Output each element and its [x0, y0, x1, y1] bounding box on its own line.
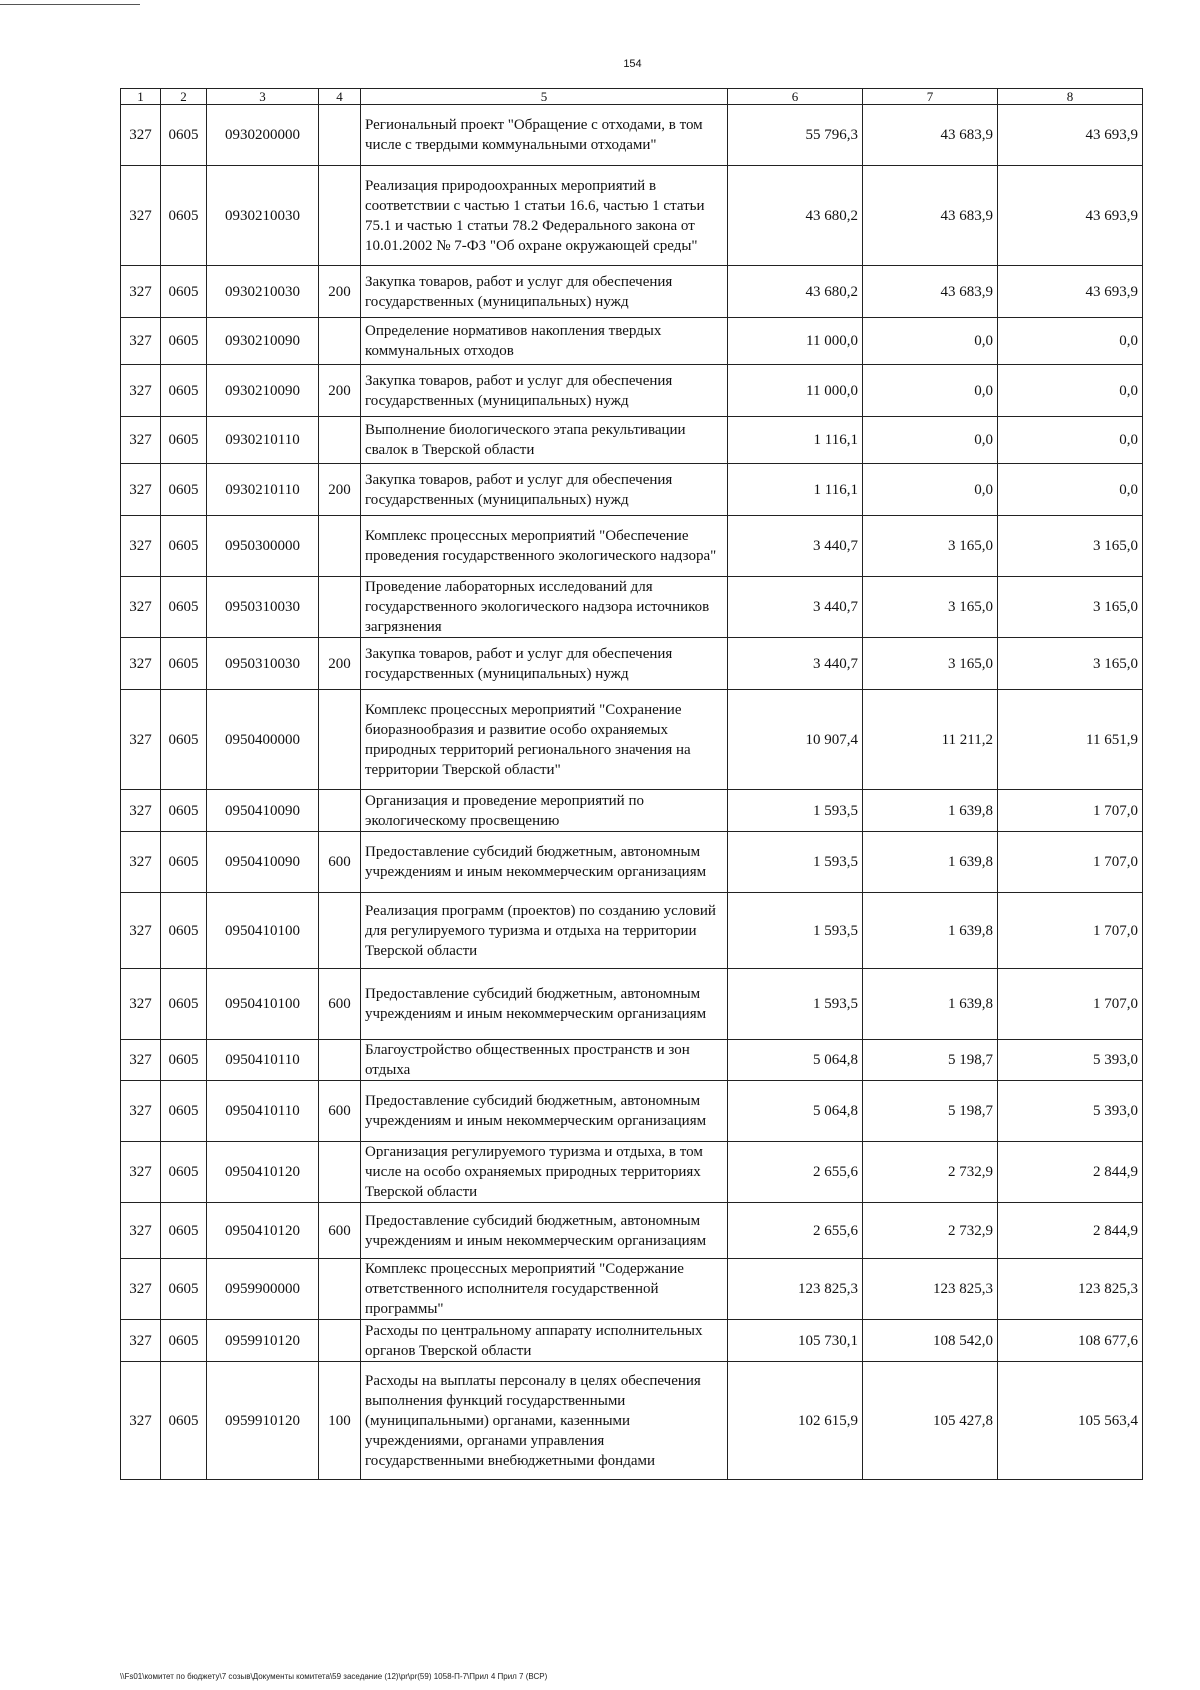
- amount-col7-cell: 3 165,0: [863, 577, 998, 638]
- target-article-cell: 0950410110: [207, 1081, 319, 1142]
- description-cell: Комплекс процессных мероприятий "Обеспечение проведения государственного экологического надзора": [361, 516, 728, 577]
- target-article-cell: 0930210030: [207, 266, 319, 318]
- admin-code-cell: 327: [121, 893, 161, 969]
- admin-code-cell: 327: [121, 832, 161, 893]
- target-article-cell: 0930210110: [207, 464, 319, 516]
- description-cell: Предоставление субсидий бюджетным, автономным учреждениям и иным некоммерческим организациям: [361, 832, 728, 893]
- amount-col6-cell: 1 116,1: [728, 464, 863, 516]
- expense-type-cell: [319, 1259, 361, 1320]
- column-header: 5: [361, 89, 728, 105]
- section-code-cell: 0605: [161, 1203, 207, 1259]
- target-article-cell: 0930210030: [207, 166, 319, 266]
- column-number-row: [121, 89, 1143, 105]
- section-code-cell: 0605: [161, 832, 207, 893]
- section-code-cell: 0605: [161, 790, 207, 832]
- target-article-cell: 0950410090: [207, 790, 319, 832]
- target-article-cell: 0950410100: [207, 969, 319, 1040]
- amount-col6-cell: 5 064,8: [728, 1081, 863, 1142]
- amount-col6-cell: 3 440,7: [728, 516, 863, 577]
- table-row: [121, 690, 1143, 790]
- table-row: [121, 1203, 1143, 1259]
- amount-col8-cell: 43 693,9: [998, 105, 1143, 166]
- section-code-cell: 0605: [161, 1142, 207, 1203]
- amount-col7-cell: 5 198,7: [863, 1040, 998, 1081]
- target-article-cell: 0950310030: [207, 638, 319, 690]
- expense-type-cell: 200: [319, 365, 361, 417]
- amount-col8-cell: 0,0: [998, 318, 1143, 365]
- amount-col8-cell: 2 844,9: [998, 1203, 1143, 1259]
- expense-type-cell: [319, 1040, 361, 1081]
- amount-col8-cell: 0,0: [998, 417, 1143, 464]
- description-cell: Реализация программ (проектов) по созданию условий для регулируемого туризма и отдыха на территории Тверской области: [361, 893, 728, 969]
- amount-col8-cell: 1 707,0: [998, 969, 1143, 1040]
- section-code-cell: 0605: [161, 105, 207, 166]
- amount-col6-cell: 102 615,9: [728, 1362, 863, 1480]
- target-article-cell: 0930210090: [207, 365, 319, 417]
- column-header: 1: [121, 89, 161, 105]
- section-code-cell: 0605: [161, 516, 207, 577]
- admin-code-cell: 327: [121, 417, 161, 464]
- amount-col6-cell: 10 907,4: [728, 690, 863, 790]
- amount-col8-cell: 11 651,9: [998, 690, 1143, 790]
- amount-col7-cell: 11 211,2: [863, 690, 998, 790]
- page-number: 154: [623, 58, 642, 70]
- amount-col6-cell: 5 064,8: [728, 1040, 863, 1081]
- table-row: [121, 638, 1143, 690]
- amount-col8-cell: 1 707,0: [998, 893, 1143, 969]
- table-row: [121, 464, 1143, 516]
- amount-col6-cell: 43 680,2: [728, 166, 863, 266]
- section-code-cell: 0605: [161, 464, 207, 516]
- amount-col8-cell: 3 165,0: [998, 577, 1143, 638]
- table-row: [121, 893, 1143, 969]
- admin-code-cell: 327: [121, 318, 161, 365]
- amount-col6-cell: 1 593,5: [728, 790, 863, 832]
- table-row: [121, 790, 1143, 832]
- amount-col7-cell: 1 639,8: [863, 969, 998, 1040]
- section-code-cell: 0605: [161, 1259, 207, 1320]
- description-cell: Расходы по центральному аппарату исполнительных органов Тверской области: [361, 1320, 728, 1362]
- amount-col7-cell: 1 639,8: [863, 832, 998, 893]
- expense-type-cell: 200: [319, 464, 361, 516]
- expense-type-cell: [319, 690, 361, 790]
- table-row: [121, 832, 1143, 893]
- amount-col6-cell: 55 796,3: [728, 105, 863, 166]
- amount-col7-cell: 0,0: [863, 417, 998, 464]
- section-code-cell: 0605: [161, 690, 207, 790]
- amount-col7-cell: 0,0: [863, 365, 998, 417]
- expense-type-cell: [319, 318, 361, 365]
- section-code-cell: 0605: [161, 893, 207, 969]
- amount-col7-cell: 1 639,8: [863, 893, 998, 969]
- admin-code-cell: 327: [121, 790, 161, 832]
- admin-code-cell: 327: [121, 166, 161, 266]
- amount-col8-cell: 1 707,0: [998, 790, 1143, 832]
- section-code-cell: 0605: [161, 577, 207, 638]
- target-article-cell: 0959910120: [207, 1362, 319, 1480]
- table-row: [121, 577, 1143, 638]
- target-article-cell: 0950410120: [207, 1203, 319, 1259]
- description-cell: Расходы на выплаты персоналу в целях обеспечения выполнения функций государственными (муниципальными) органами, казенными учреждениями, органами управления государственными внебюджетными фондами: [361, 1362, 728, 1480]
- admin-code-cell: 327: [121, 1081, 161, 1142]
- amount-col8-cell: 0,0: [998, 464, 1143, 516]
- column-header: 8: [998, 89, 1143, 105]
- amount-col7-cell: 43 683,9: [863, 266, 998, 318]
- description-cell: Проведение лабораторных исследований для государственного экологического надзора источников загрязнения: [361, 577, 728, 638]
- amount-col6-cell: 43 680,2: [728, 266, 863, 318]
- amount-col7-cell: 2 732,9: [863, 1203, 998, 1259]
- description-cell: Выполнение биологического этапа рекультивации свалок в Тверской области: [361, 417, 728, 464]
- amount-col6-cell: 1 116,1: [728, 417, 863, 464]
- table-row: [121, 105, 1143, 166]
- section-code-cell: 0605: [161, 318, 207, 365]
- amount-col8-cell: 123 825,3: [998, 1259, 1143, 1320]
- section-code-cell: 0605: [161, 166, 207, 266]
- table-row: [121, 1142, 1143, 1203]
- description-cell: Определение нормативов накопления твердых коммунальных отходов: [361, 318, 728, 365]
- target-article-cell: 0930210090: [207, 318, 319, 365]
- description-cell: Организация и проведение мероприятий по экологическому просвещению: [361, 790, 728, 832]
- table-row: [121, 365, 1143, 417]
- amount-col6-cell: 123 825,3: [728, 1259, 863, 1320]
- column-header: 3: [207, 89, 319, 105]
- description-cell: Региональный проект "Обращение с отходами, в том числе с твердыми коммунальными отходами": [361, 105, 728, 166]
- admin-code-cell: 327: [121, 1320, 161, 1362]
- table-row: [121, 516, 1143, 577]
- amount-col7-cell: 0,0: [863, 318, 998, 365]
- amount-col6-cell: 2 655,6: [728, 1142, 863, 1203]
- admin-code-cell: 327: [121, 638, 161, 690]
- admin-code-cell: 327: [121, 1259, 161, 1320]
- table-row: [121, 1040, 1143, 1081]
- admin-code-cell: 327: [121, 690, 161, 790]
- table-row: [121, 1259, 1143, 1320]
- budget-table: [120, 88, 1143, 1480]
- admin-code-cell: 327: [121, 1203, 161, 1259]
- amount-col8-cell: 1 707,0: [998, 832, 1143, 893]
- amount-col7-cell: 108 542,0: [863, 1320, 998, 1362]
- admin-code-cell: 327: [121, 516, 161, 577]
- amount-col8-cell: 105 563,4: [998, 1362, 1143, 1480]
- amount-col8-cell: 108 677,6: [998, 1320, 1143, 1362]
- section-code-cell: 0605: [161, 638, 207, 690]
- expense-type-cell: 600: [319, 832, 361, 893]
- amount-col6-cell: 11 000,0: [728, 365, 863, 417]
- section-code-cell: 0605: [161, 1081, 207, 1142]
- table-body: [121, 105, 1143, 1480]
- admin-code-cell: 327: [121, 1142, 161, 1203]
- admin-code-cell: 327: [121, 464, 161, 516]
- amount-col7-cell: 43 683,9: [863, 166, 998, 266]
- column-header: 2: [161, 89, 207, 105]
- amount-col7-cell: 43 683,9: [863, 105, 998, 166]
- table-row: [121, 417, 1143, 464]
- table-row: [121, 969, 1143, 1040]
- amount-col8-cell: 43 693,9: [998, 266, 1143, 318]
- table-row: [121, 1081, 1143, 1142]
- amount-col7-cell: 1 639,8: [863, 790, 998, 832]
- amount-col8-cell: 2 844,9: [998, 1142, 1143, 1203]
- section-code-cell: 0605: [161, 1320, 207, 1362]
- description-cell: Закупка товаров, работ и услуг для обеспечения государственных (муниципальных) нужд: [361, 266, 728, 318]
- amount-col8-cell: 43 693,9: [998, 166, 1143, 266]
- amount-col7-cell: 123 825,3: [863, 1259, 998, 1320]
- column-header: 4: [319, 89, 361, 105]
- column-header: 6: [728, 89, 863, 105]
- amount-col6-cell: 1 593,5: [728, 832, 863, 893]
- top-rule: [0, 4, 140, 5]
- target-article-cell: 0950310030: [207, 577, 319, 638]
- description-cell: Комплекс процессных мероприятий "Содержание ответственного исполнителя государственной программы": [361, 1259, 728, 1320]
- table-row: [121, 1320, 1143, 1362]
- admin-code-cell: 327: [121, 1362, 161, 1480]
- expense-type-cell: 100: [319, 1362, 361, 1480]
- amount-col6-cell: 3 440,7: [728, 577, 863, 638]
- section-code-cell: 0605: [161, 969, 207, 1040]
- expense-type-cell: 600: [319, 1081, 361, 1142]
- section-code-cell: 0605: [161, 365, 207, 417]
- expense-type-cell: 600: [319, 969, 361, 1040]
- admin-code-cell: 327: [121, 969, 161, 1040]
- target-article-cell: 0950410090: [207, 832, 319, 893]
- amount-col8-cell: 0,0: [998, 365, 1143, 417]
- section-code-cell: 0605: [161, 1040, 207, 1081]
- description-cell: Предоставление субсидий бюджетным, автономным учреждениям и иным некоммерческим организациям: [361, 1081, 728, 1142]
- expense-type-cell: [319, 577, 361, 638]
- section-code-cell: 0605: [161, 266, 207, 318]
- target-article-cell: 0950410100: [207, 893, 319, 969]
- amount-col6-cell: 105 730,1: [728, 1320, 863, 1362]
- description-cell: Комплекс процессных мероприятий "Сохранение биоразнообразия и развитие особо охраняемых природных территорий регионального значения на территории Тверской области": [361, 690, 728, 790]
- admin-code-cell: 327: [121, 105, 161, 166]
- target-article-cell: 0930200000: [207, 105, 319, 166]
- expense-type-cell: [319, 516, 361, 577]
- expense-type-cell: [319, 166, 361, 266]
- table-row: [121, 266, 1143, 318]
- amount-col6-cell: 2 655,6: [728, 1203, 863, 1259]
- section-code-cell: 0605: [161, 417, 207, 464]
- description-cell: Благоустройство общественных пространств и зон отдыха: [361, 1040, 728, 1081]
- description-cell: Предоставление субсидий бюджетным, автономным учреждениям и иным некоммерческим организациям: [361, 969, 728, 1040]
- admin-code-cell: 327: [121, 577, 161, 638]
- amount-col7-cell: 3 165,0: [863, 638, 998, 690]
- expense-type-cell: [319, 105, 361, 166]
- expense-type-cell: 600: [319, 1203, 361, 1259]
- amount-col6-cell: 3 440,7: [728, 638, 863, 690]
- description-cell: Организация регулируемого туризма и отдыха, в том числе на особо охраняемых природных территориях Тверской области: [361, 1142, 728, 1203]
- amount-col6-cell: 1 593,5: [728, 893, 863, 969]
- amount-col8-cell: 3 165,0: [998, 516, 1143, 577]
- expense-type-cell: [319, 417, 361, 464]
- amount-col6-cell: 1 593,5: [728, 969, 863, 1040]
- table-row: [121, 166, 1143, 266]
- expense-type-cell: [319, 893, 361, 969]
- admin-code-cell: 327: [121, 1040, 161, 1081]
- amount-col7-cell: 0,0: [863, 464, 998, 516]
- amount-col7-cell: 105 427,8: [863, 1362, 998, 1480]
- table-row: [121, 1362, 1143, 1480]
- admin-code-cell: 327: [121, 266, 161, 318]
- expense-type-cell: 200: [319, 266, 361, 318]
- amount-col6-cell: 11 000,0: [728, 318, 863, 365]
- footer-file-path: \\Fs01\комитет по бюджету\7 созыв\Документы комитета\59 заседание (12)\pr\pr(59) 1058-П-7\Прил 4 Прил 7 (ВСР): [120, 1672, 548, 1681]
- amount-col8-cell: 5 393,0: [998, 1040, 1143, 1081]
- table-row: [121, 318, 1143, 365]
- amount-col7-cell: 2 732,9: [863, 1142, 998, 1203]
- amount-col8-cell: 3 165,0: [998, 638, 1143, 690]
- description-cell: Закупка товаров, работ и услуг для обеспечения государственных (муниципальных) нужд: [361, 464, 728, 516]
- expense-type-cell: [319, 1142, 361, 1203]
- target-article-cell: 0959900000: [207, 1259, 319, 1320]
- amount-col7-cell: 3 165,0: [863, 516, 998, 577]
- admin-code-cell: 327: [121, 365, 161, 417]
- expense-type-cell: 200: [319, 638, 361, 690]
- description-cell: Закупка товаров, работ и услуг для обеспечения государственных (муниципальных) нужд: [361, 365, 728, 417]
- target-article-cell: 0950400000: [207, 690, 319, 790]
- column-header: 7: [863, 89, 998, 105]
- target-article-cell: 0930210110: [207, 417, 319, 464]
- description-cell: Закупка товаров, работ и услуг для обеспечения государственных (муниципальных) нужд: [361, 638, 728, 690]
- expense-type-cell: [319, 1320, 361, 1362]
- target-article-cell: 0950410120: [207, 1142, 319, 1203]
- target-article-cell: 0950300000: [207, 516, 319, 577]
- description-cell: Предоставление субсидий бюджетным, автономным учреждениям и иным некоммерческим организациям: [361, 1203, 728, 1259]
- target-article-cell: 0959910120: [207, 1320, 319, 1362]
- section-code-cell: 0605: [161, 1362, 207, 1480]
- amount-col8-cell: 5 393,0: [998, 1081, 1143, 1142]
- description-cell: Реализация природоохранных мероприятий в соответствии с частью 1 статьи 16.6, частью 1 статьи 75.1 и частью 1 статьи 78.2 Федерального закона от 10.01.2002 № 7-ФЗ "Об охране окружающей среды": [361, 166, 728, 266]
- expense-type-cell: [319, 790, 361, 832]
- amount-col7-cell: 5 198,7: [863, 1081, 998, 1142]
- target-article-cell: 0950410110: [207, 1040, 319, 1081]
